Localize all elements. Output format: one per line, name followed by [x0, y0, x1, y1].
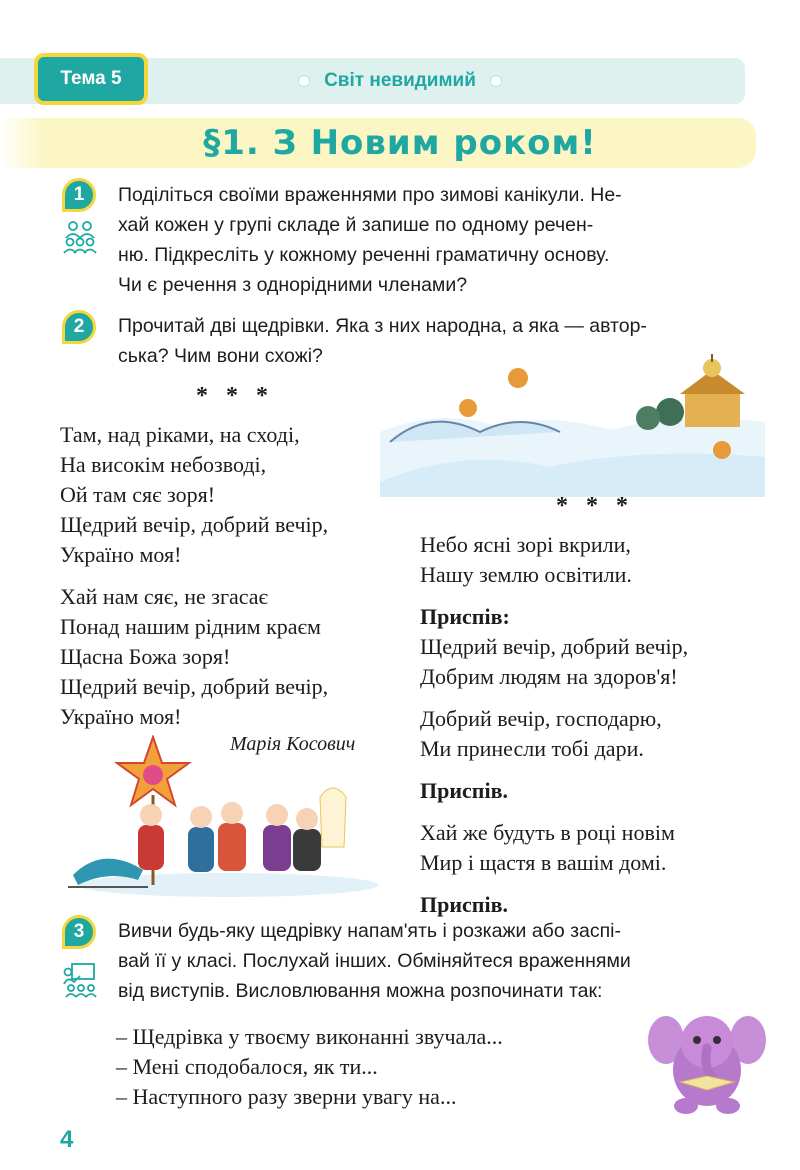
winter-village-illustration: [380, 352, 765, 497]
task-1-line: Чи є речення з однорідними членами?: [118, 274, 468, 296]
poem-2: [420, 530, 760, 932]
poem-line: Мир і щастя в вашім домі.: [420, 850, 667, 875]
task-1-line: ню. Підкресліть у кожному реченні граматичну основу.: [118, 244, 610, 266]
poem-1-stanza-2: [60, 582, 390, 732]
poem-line: Добрим людям на здоров'я!: [420, 664, 678, 689]
poem-line: Хай нам сяє, не згасає: [60, 584, 268, 609]
task-2-badge: 2: [62, 310, 96, 344]
poem-2-refrain: [420, 602, 760, 692]
poem-line: Україно моя!: [60, 542, 182, 567]
poem-1-stars: * * *: [196, 383, 274, 409]
section-name: Світ невидимий: [324, 70, 476, 91]
poem-1-author: Марія Косович: [230, 733, 356, 755]
prompt-line: – Щедрівка у твоєму виконанні звучала...: [116, 1024, 503, 1049]
poem-line: Понад нашим рідним краєм: [60, 614, 321, 639]
poem-line: Там, над ріками, на сході,: [60, 422, 300, 447]
poem-2-stanza-2: [420, 704, 760, 764]
poem-line: Щедрий вечір, добрий вечір,: [60, 512, 329, 537]
poem-2-refrain-short-1: [420, 776, 760, 806]
elephant-illustration: [648, 1010, 768, 1115]
refrain-label: Приспів.: [420, 778, 508, 803]
dot-left: [298, 75, 310, 87]
task-1-line: Поділіться своїми враженнями про зимові канікули. Не-: [118, 184, 622, 206]
task-2-line: ська? Чим вони схожі?: [118, 345, 323, 367]
task-3-text: [118, 916, 744, 1006]
refrain-label: Приспів.: [420, 892, 508, 917]
page-title: §1. З Новим роком!: [203, 123, 597, 163]
page-number: 4: [60, 1126, 74, 1153]
prompt-line: – Мені сподобалося, як ти...: [116, 1054, 378, 1079]
poem-line: Хай же будуть в році новім: [420, 820, 675, 845]
poem-line: Щасна Божа зоря!: [60, 644, 231, 669]
carolers-illustration: [68, 735, 378, 900]
presentation-icon: [62, 962, 98, 998]
task-3-line: Вивчи будь-яку щедрівку напам'ять і розкажи або заспі-: [118, 920, 622, 942]
poem-line: Нашу землю освітили.: [420, 562, 632, 587]
poem-line: Ми принесли тобі дари.: [420, 736, 644, 761]
task-1-badge: 1: [62, 178, 96, 212]
task-3-prompts: [116, 1022, 616, 1112]
prompt-line: – Наступного разу зверни увагу на...: [116, 1084, 457, 1109]
task-2-line: Прочитай дві щедрівки. Яка з них народна, а яка — автор-: [118, 315, 647, 337]
section-name-wrap: [275, 62, 525, 100]
poem-line: Небо ясні зорі вкрили,: [420, 532, 631, 557]
poem-line: Україно моя!: [60, 704, 182, 729]
poem-line: Щедрий вечір, добрий вечір,: [60, 674, 329, 699]
topic-label: Тема 5: [34, 53, 148, 105]
poem-2-stanza-1: [420, 530, 760, 590]
task-1-text: [118, 180, 744, 300]
poem-2-stars: * * *: [556, 493, 634, 519]
task-3-line: вай її у класі. Послухай інших. Обміняйтеся враженнями: [118, 950, 631, 972]
dot-right: [490, 75, 502, 87]
poem-2-stanza-3: [420, 818, 760, 878]
poem-line: На високім небозводі,: [60, 452, 267, 477]
task-3-line: від виступів. Висловлювання можна розпочинати так:: [118, 980, 603, 1002]
group-work-icon: [62, 220, 98, 254]
poem-line: Добрий вечір, господарю,: [420, 706, 662, 731]
poem-line: Ой там сяє зоря!: [60, 482, 216, 507]
poem-1-stanza-1: [60, 420, 390, 570]
poem-1: [60, 420, 390, 744]
task-3-badge: 3: [62, 915, 96, 949]
poem-line: Щедрий вечір, добрий вечір,: [420, 634, 689, 659]
refrain-label: Приспів:: [420, 604, 510, 629]
task-1-line: хай кожен у групі складе й запише по одному речен-: [118, 214, 594, 236]
